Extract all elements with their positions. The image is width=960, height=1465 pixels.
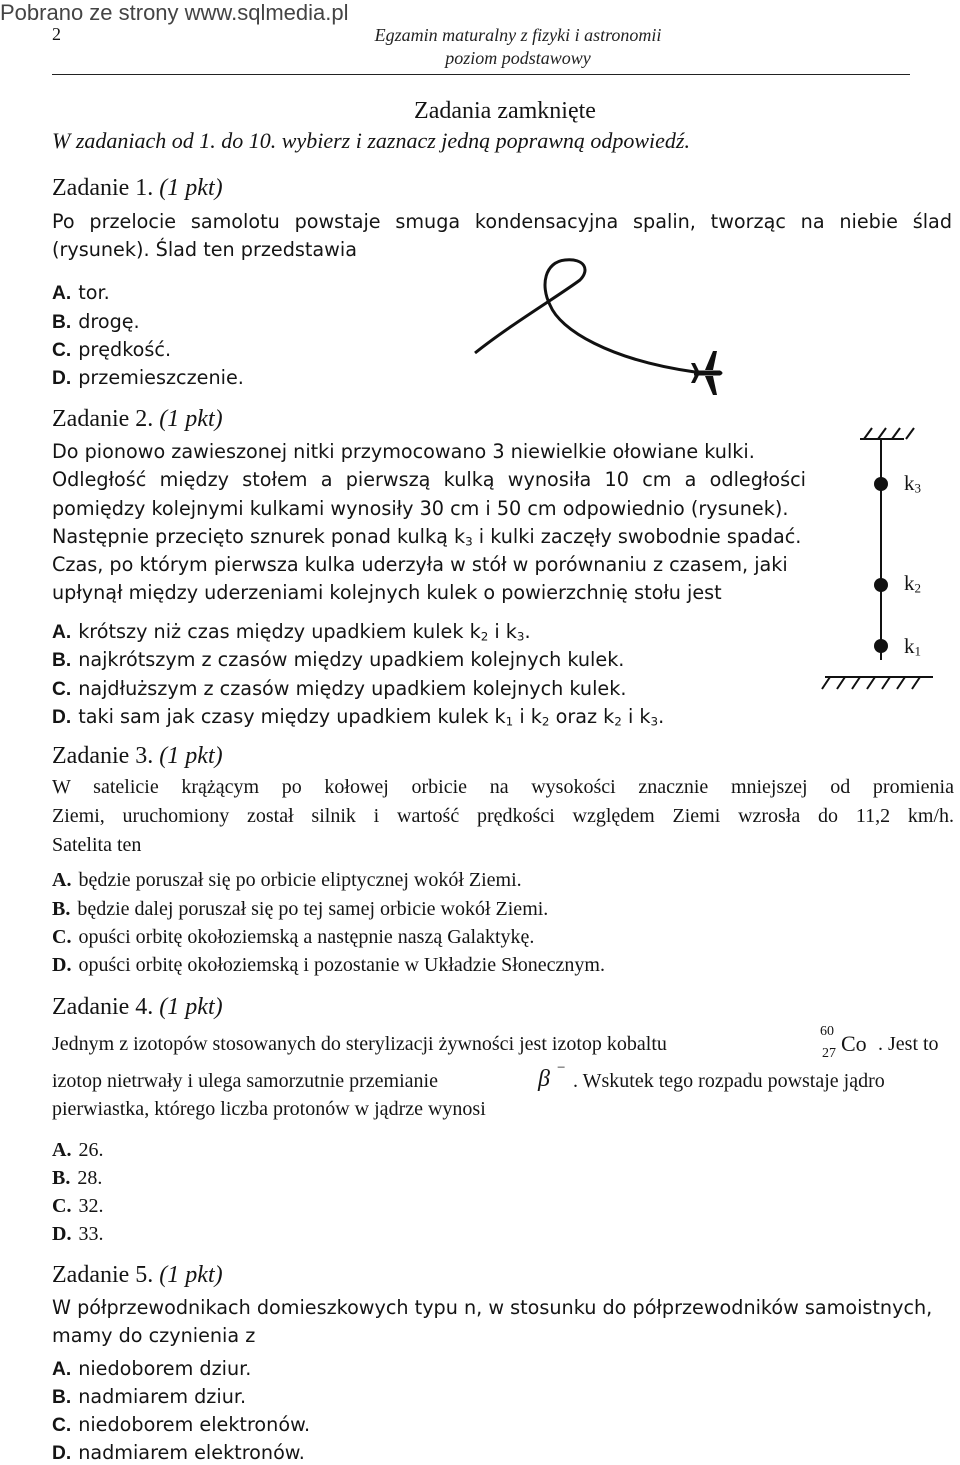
beta-symbol: β <box>538 1066 550 1092</box>
question-2-option-a[interactable]: A. krótszy niż czas między upadkiem kulek $k_2$ i $k_3$. <box>52 620 531 644</box>
label-k3: $k_3$ <box>904 471 922 496</box>
question-3-line-3: Satelita ten <box>52 834 142 856</box>
ceiling-support <box>860 428 914 439</box>
question-2-option-d[interactable]: D. taki sam jak czasy między upadkiem kulek $k_1$ i $k_2$ oraz $k_2$ i $k_3$. <box>52 705 665 729</box>
question-2-line-5: Czas, po którym pierwsza kulka uderzyła w stół w porównaniu z czasem, jaki <box>52 553 788 576</box>
watermark: Pobrano ze strony www.sqlmedia.pl <box>0 0 349 25</box>
question-4-line-2: izotop nietrwały i ulega samorzutnie przemianie <box>52 1070 438 1092</box>
question-1-option-b[interactable]: B. drogę. <box>52 310 140 333</box>
question-4-line-1: Jednym z izotopów stosowanych do sterylizacji żywności jest izotop kobaltu <box>52 1033 667 1055</box>
question-2-title: Zadanie 2. (1 pkt) <box>52 406 223 432</box>
question-3-line-2: Ziemi, uruchomiony został silnik i wartość prędkości względem Ziemi wzrosła do 11,2 km/h. <box>52 805 954 827</box>
question-4-line-1-end: . Jest to <box>878 1033 939 1055</box>
airplane-icon <box>691 351 723 395</box>
question-3-line-1: W satelicie krążącym po kołowej orbicie na wysokości znacznie mniejszej od promienia <box>52 776 954 798</box>
question-1-line-1: Po przelocie samolotu powstaje smuga kondensacyjna spalin, tworząc na niebie ślad <box>52 210 952 233</box>
table-surface <box>822 677 933 689</box>
label-k1: $k_1$ <box>904 634 922 659</box>
section-instruction: W zadaniach od 1. do 10. wybierz i zaznacz jedną poprawną odpowiedź. <box>52 128 690 153</box>
question-2-line-6: upłynął między uderzeniami kolejnych kulek o powierzchnię stołu jest <box>52 581 722 604</box>
question-2-line-4: Następnie przecięto sznurek ponad kulką $k_3$ i kulki zaczęły swobodnie spadać. <box>52 525 802 549</box>
question-5-option-b[interactable]: B. nadmiarem dziur. <box>52 1385 247 1408</box>
question-5-title: Zadanie 5. (1 pkt) <box>52 1262 223 1288</box>
question-3-option-b[interactable]: B. będzie dalej poruszał się po tej samej orbicie wokół Ziemi. <box>52 898 549 920</box>
question-4-option-d[interactable]: D. 33. <box>52 1223 104 1245</box>
question-5-line-2: mamy do czynienia z <box>52 1324 256 1347</box>
question-1-option-d[interactable]: D. przemieszczenie. <box>52 366 244 389</box>
hanging-balls-figure <box>820 425 940 695</box>
header-exam-title: Egzamin maturalny z fizyki i astronomii <box>374 25 662 45</box>
isotope-symbol: Co <box>841 1031 867 1056</box>
contrail-trail <box>475 260 695 372</box>
question-4-line-3: pierwiastka, którego liczba protonów w jądrze wynosi <box>52 1098 486 1120</box>
question-3-option-a[interactable]: A. będzie poruszał się po orbicie eliptycznej wokół Ziemi. <box>52 869 522 891</box>
question-1-title: Zadanie 1. (1 pkt) <box>52 175 223 201</box>
question-4-option-b[interactable]: B. 28. <box>52 1167 103 1189</box>
question-4-option-a[interactable]: A. 26. <box>52 1139 104 1161</box>
question-1-option-c[interactable]: C. prędkość. <box>52 338 172 361</box>
question-3-title: Zadanie 3. (1 pkt) <box>52 743 223 769</box>
section-title: Zadania zamknięte <box>414 98 596 124</box>
header-exam-level: poziom podstawowy <box>445 48 591 68</box>
question-2-line-2: Odległość między stołem a pierwszą kulką wynosiła 10 cm a odległości <box>52 468 806 491</box>
question-1-option-a[interactable]: A. tor. <box>52 281 110 304</box>
beta-minus-sign: − <box>557 1060 566 1076</box>
question-3-option-d[interactable]: D. opuści orbitę okołoziemską i pozostanie w Układzie Słonecznym. <box>52 954 605 976</box>
ball-k2 <box>874 578 888 592</box>
question-2-option-b[interactable]: B. najkrótszym z czasów między upadkiem kolejnych kulek. <box>52 648 625 671</box>
question-3-option-c[interactable]: C. opuści orbitę okołoziemską a następnie naszą Galaktykę. <box>52 926 535 948</box>
isotope-mass-number: 60 <box>820 1024 834 1039</box>
question-2-option-c[interactable]: C. najdłuższym z czasów między upadkiem kolejnych kulek. <box>52 677 627 700</box>
page-number: 2 <box>52 24 61 44</box>
question-4-line-2-end: . Wskutek tego rozpadu powstaje jądro <box>573 1070 885 1092</box>
isotope-atomic-number: 27 <box>822 1046 836 1061</box>
question-4-title: Zadanie 4. (1 pkt) <box>52 994 223 1020</box>
question-2-line-1: Do pionowo zawieszonej nitki przymocowano 3 niewielkie ołowiane kulki. <box>52 440 755 463</box>
question-5-option-c[interactable]: C. niedoborem elektronów. <box>52 1413 311 1436</box>
ball-k3 <box>874 477 888 491</box>
question-4-option-c[interactable]: C. 32. <box>52 1195 104 1217</box>
question-5-option-d[interactable]: D. nadmiarem elektronów. <box>52 1441 305 1464</box>
question-5-option-a[interactable]: A. niedoborem dziur. <box>52 1357 252 1380</box>
label-k2: $k_2$ <box>904 571 922 596</box>
question-1-line-2: (rysunek). Ślad ten przedstawia <box>52 238 357 261</box>
header-divider <box>52 74 910 75</box>
contrail-figure <box>470 250 770 400</box>
question-5-line-1: W półprzewodnikach domieszkowych typu n, w stosunku do półprzewodników samoistnych, <box>52 1296 933 1319</box>
question-2-line-3: pomiędzy kolejnymi kulkami wynosiły 30 cm i 50 cm odpowiednio (rysunek). <box>52 497 789 520</box>
ball-k1 <box>874 639 888 653</box>
